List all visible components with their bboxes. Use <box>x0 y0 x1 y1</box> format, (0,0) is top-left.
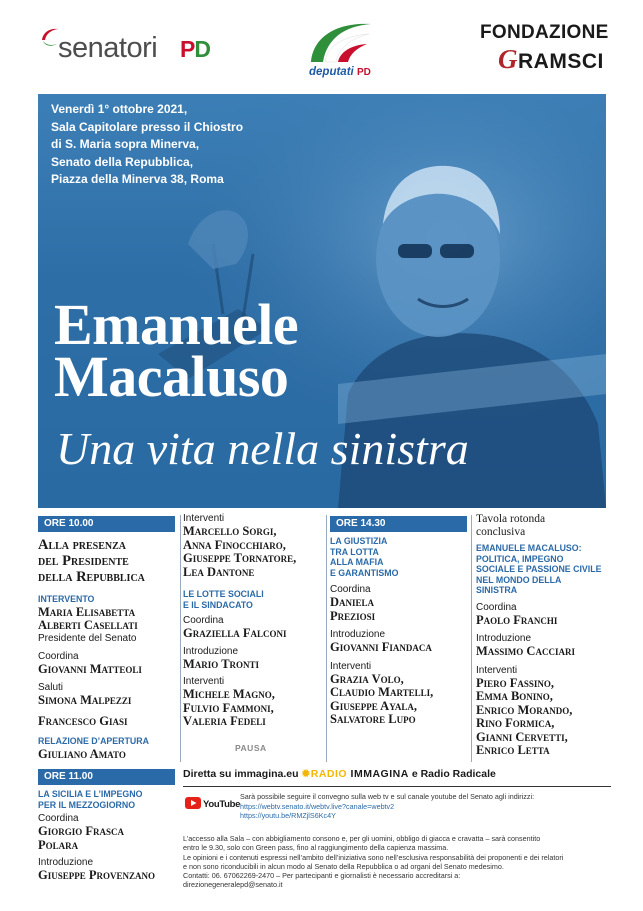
pd-d: D <box>194 36 210 62</box>
speaker-name: Piero Fassino, <box>476 675 555 690</box>
hero-banner <box>38 94 606 508</box>
speaker-name: Simona Malpezzi <box>38 693 132 707</box>
speaker-name: Claudio Martelli, <box>330 685 434 699</box>
role-label: Coordina <box>183 615 224 626</box>
event-venue-line1: Sala Capitolare presso il Chiostro <box>51 119 244 134</box>
event-title <box>54 292 299 409</box>
speaker-name: Giuliano Amato <box>38 746 126 761</box>
speaker-name: Giuseppe Tornatore, <box>183 551 297 565</box>
speaker-name: Emma Bonino, <box>476 689 553 703</box>
presence-line: del Presidente <box>38 553 129 569</box>
pd-mark <box>180 36 210 63</box>
program-column-3 <box>330 513 467 727</box>
speaker-name: Giovanni Fiandaca <box>330 640 432 654</box>
presence-line: della Repubblica <box>38 569 145 585</box>
deputati-pd-logo <box>305 18 377 84</box>
section-heading-line: POLITICA, IMPEGNO <box>476 553 564 564</box>
role-label: Introduzione <box>330 629 386 640</box>
speaker-name: Anna Finocchiaro, <box>183 537 286 552</box>
role-label: Coordina <box>38 650 79 662</box>
speaker-name: Mario Tronti <box>183 656 260 671</box>
radio-word: RADIO <box>310 768 348 780</box>
event-address: Piazza della Minerva 38, Roma <box>51 172 224 186</box>
senatori-pd-logo <box>40 26 220 66</box>
contact-email[interactable]: direzionegeneralepd@senato.it <box>183 880 283 890</box>
round-table-line: conclusiva <box>476 525 526 538</box>
diretta-text[interactable]: Diretta su immagina.eu <box>183 768 299 780</box>
access-line: entro le 9.30, solo con Green pass, fino al raggiungimento della capienza massima. <box>183 843 449 853</box>
youtube-icon[interactable] <box>185 796 241 810</box>
youtube-row <box>183 792 611 830</box>
speaker-name: Preziosi <box>330 608 376 623</box>
speaker-name: Daniela <box>330 595 375 609</box>
radio-immagina-logo <box>301 768 411 780</box>
section-heading <box>330 536 467 578</box>
time-badge: ORE 11.00 <box>38 769 175 785</box>
speaker-name: Valeria Fedeli <box>183 714 266 728</box>
radio-radicale-text: e Radio Radicale <box>411 768 496 780</box>
deputati-swoosh-icon <box>305 18 377 68</box>
senatori-wordmark: senatori <box>58 32 158 64</box>
section-heading <box>183 589 323 610</box>
deputati-pd: PD <box>356 67 371 78</box>
role-label: Introduzione <box>183 645 239 657</box>
fondazione-gramsci-logo <box>480 22 620 77</box>
speaker-name: Salvatore Lupo <box>330 712 416 726</box>
speaker-name: Alberti Casellati <box>38 618 138 632</box>
section-heading-line: EMANUELE MACALUSO: <box>476 543 582 553</box>
section-heading-line: LE LOTTE SOCIALI <box>183 589 264 599</box>
role-label: Interventi <box>476 664 518 676</box>
speaker-name: Giorgio Frasca <box>38 824 124 838</box>
event-date: Venerdì 1° ottobre 2021, <box>51 102 188 116</box>
speaker-name: Giuseppe Ayala, <box>330 698 417 713</box>
event-venue-line3: Senato della Repubblica, <box>51 154 194 169</box>
role-label: Interventi <box>183 513 225 524</box>
presence-line: Alla presenza <box>38 537 127 553</box>
radio-icon: ✹ <box>301 768 311 780</box>
gramsci-line1: FONDAZIONE <box>480 22 609 43</box>
speaker-name: Polara <box>38 837 79 852</box>
role-label: Coordina <box>476 601 517 613</box>
section-heading-line: LA GIUSTIZIA <box>330 536 388 546</box>
round-table-title <box>476 513 611 538</box>
speaker-name: Lea Dantone <box>183 564 255 579</box>
program-column-2 <box>183 513 323 753</box>
deputati-text: deputati <box>309 66 354 78</box>
footer-info <box>183 768 611 890</box>
event-venue-line2: di S. Maria sopra Minerva, <box>51 137 200 151</box>
disclaimer-line: e non sono riconducibili in alcun modo al Senato della Repubblica o ad organi del Senato medesimo. <box>183 861 504 871</box>
round-table-line: Tavola rotonda <box>476 513 546 525</box>
section-heading: INTERVENTO <box>38 594 95 604</box>
role-label: Coordina <box>38 813 79 824</box>
youtube-info <box>240 792 534 821</box>
speaker-name: Massimo Cacciari <box>476 644 575 658</box>
webtv-link[interactable]: https://webtv.senato.it/webtv.live?canale=webtv2 <box>240 801 395 811</box>
speaker-role: Presidente del Senato <box>38 632 137 644</box>
speaker-name: Graziella Falconi <box>183 626 287 640</box>
role-label: Interventi <box>330 660 372 672</box>
section-heading-line: PER IL MEZZOGIORNO <box>38 799 136 810</box>
speaker-name: Francesco Giasi <box>38 713 128 728</box>
disclaimer-line: Le opinioni e i contenuti espressi nell’ambito dell’iniziativa sono nell’esclusiva responsabilità dei proponenti e dei relatori <box>183 852 564 862</box>
section-heading-line: NEL MONDO DELLA <box>476 574 562 585</box>
speaker-name: Paolo Franchi <box>476 612 558 627</box>
time-badge: ORE 14.30 <box>330 516 467 532</box>
section-heading-line: TRA LOTTA <box>330 546 379 557</box>
pause-label: PAUSA <box>235 742 267 753</box>
speaker-name: Enrico Morando, <box>476 702 573 717</box>
speaker-name: Grazia Volo, <box>330 671 404 686</box>
section-heading-line: E GARANTISMO <box>330 567 399 578</box>
speaker-name: Rino Formica, <box>476 716 555 730</box>
youtube-link[interactable]: https://youtu.be/RMZjlS6Kc4Y <box>240 811 336 821</box>
section-heading <box>38 789 175 810</box>
role-label: Introduzione <box>38 857 94 868</box>
contacts-line: Contatti: 06. 67062269-2470 – Per partecipanti e giornalisti è necessario accreditarsi a: <box>183 871 461 881</box>
column-divider <box>326 515 327 762</box>
section-heading-line: ALLA MAFIA <box>330 557 384 567</box>
section-heading-line: SOCIALE E PASSIONE CIVILE <box>476 564 602 574</box>
event-subtitle: Una vita nella sinistra <box>56 423 469 474</box>
section-heading-line: LA SICILIA E L’IMPEGNO <box>38 789 143 799</box>
speaker-name: Michele Magno, <box>183 687 275 701</box>
gramsci-g: G <box>498 44 518 74</box>
deputati-label <box>309 66 371 78</box>
speaker-name: Giuseppe Provenzano <box>38 868 155 882</box>
header-logos <box>0 0 643 95</box>
program-column-4 <box>476 513 611 758</box>
role-label: Introduzione <box>476 633 532 644</box>
title-line2: Macaluso <box>54 344 289 409</box>
live-stream-line <box>183 768 611 781</box>
pd-p: P <box>180 36 195 62</box>
speaker-name: Gianni Cervetti, <box>476 729 568 744</box>
speaker-name: Enrico Letta <box>476 743 550 757</box>
access-line: L’accesso alla Sala – con abbigliamento consono e, per gli uomini, obbligo di giacca e cravatta – sarà consentito <box>183 834 541 843</box>
column-divider <box>471 515 472 762</box>
section-heading-line: E IL SINDACATO <box>183 599 253 610</box>
role-label: Coordina <box>330 584 371 595</box>
time-badge: ORE 10.00 <box>38 516 175 532</box>
youtube-wordmark: YouTube <box>203 799 241 810</box>
immagina-word: IMMAGINA <box>350 768 409 780</box>
role-label: Saluti <box>38 682 64 693</box>
youtube-description: Sarà possibile seguire il convegno sulla web tv e sul canale youtube del Senato agli indirizzi: <box>240 792 535 801</box>
title-line1: Emanuele <box>54 292 299 357</box>
role-label: Interventi <box>183 676 225 687</box>
gramsci-rest: RAMSCI <box>518 50 604 73</box>
access-notes <box>183 834 611 890</box>
speaker-name: Giovanni Matteoli <box>38 661 142 676</box>
column-divider <box>180 515 181 762</box>
section-heading-line: SINISTRA <box>476 585 518 595</box>
speaker-name: Fulvio Fammoni, <box>183 700 274 715</box>
section-heading <box>476 543 611 596</box>
program-column-1 <box>38 513 175 883</box>
speaker-name: Marcello Sorgi, <box>183 524 277 538</box>
presence-block <box>38 537 175 585</box>
section-heading: RELAZIONE D’APERTURA <box>38 736 149 746</box>
gramsci-line2 <box>498 44 604 75</box>
event-info <box>51 101 243 189</box>
speaker-name: Maria Elisabetta <box>38 604 136 619</box>
footer-divider <box>183 786 611 787</box>
